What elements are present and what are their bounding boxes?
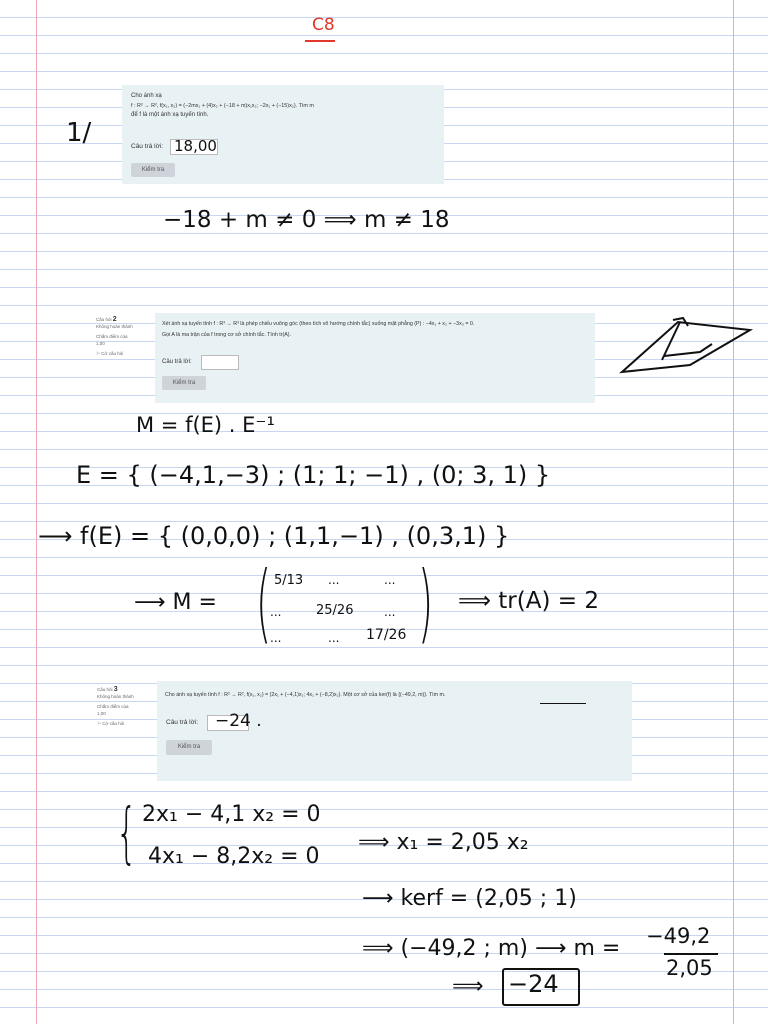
question-2-line-e: E = { (−4,1,−3) ; (1; 1; −1) , (0; 3, 1) }	[76, 461, 551, 489]
question-3-system-eq-1: 2x₁ − 4,1 x₂ = 0	[142, 802, 321, 827]
question-3-side-number: 3	[113, 686, 118, 693]
question-3-fraction	[644, 926, 720, 986]
question-3-final-value: −24	[508, 970, 559, 998]
question-1-prompt: Cho ánh xạ	[131, 93, 162, 99]
question-1-check-button[interactable]: Kiểm tra	[131, 163, 175, 177]
question-2-matrix-prefix: ⟶ M =	[134, 590, 217, 615]
question-2-formula-2: Gọi A là ma trận của f trong cơ sở chính tắc. Tính tr(A).	[162, 332, 292, 338]
question-3-side-label: Câu hỏi	[97, 687, 113, 692]
question-2-side-status: Không hoàn thành	[96, 324, 133, 329]
matrix-entry: ...	[328, 631, 340, 645]
question-2-side-number: 2	[112, 316, 117, 323]
question-3-flag-link[interactable]: ⚐ Cờ câu hỏi	[97, 721, 125, 726]
question-1-formula-tail: để f là một ánh xạ tuyến tính.	[131, 112, 209, 118]
question-2-line-m: M = f(E) . E⁻¹	[136, 413, 275, 437]
question-3-side-status: Không hoàn thành	[97, 694, 134, 699]
matrix-entry: 17/26	[366, 627, 407, 643]
question-3-flag-label: Cờ câu hỏi	[102, 721, 125, 726]
question-3-system-brace: {	[116, 794, 137, 871]
question-3-result-1: ⟹ x₁ = 2,05 x₂	[358, 830, 529, 855]
fraction-bar	[664, 953, 718, 955]
question-1-work: −18 + m ≠ 0 ⟹ m ≠ 18	[163, 207, 450, 233]
question-3-result-2: ⟶ kerf = (2,05 ; 1)	[362, 886, 577, 911]
question-2-side-label: Câu hỏi	[96, 317, 112, 322]
question-1-number-mark: 1/	[66, 118, 92, 148]
question-2-answer-label: Câu trả lời:	[162, 359, 192, 365]
question-3-sidebar	[97, 686, 137, 727]
question-2-line-fe: ⟶ f(E) = { (0,0,0) ; (1,1,−1) , (0,3,1) }	[38, 522, 510, 550]
question-2-check-button[interactable]: Kiểm tra	[162, 376, 206, 390]
question-2-side-score: Chấm điểm của 1,00	[96, 334, 128, 346]
question-3-formula: Cho ánh xạ tuyến tính f : R² → R², f(x₁, x₂) = (2x₁ + (−4,1)x₂; 4x₁ + (−8,2)x₂). Một cơ sở của ker(f) là {(−49,2, m)}. Tìm m.	[165, 692, 446, 698]
matrix-entry: ...	[384, 605, 396, 619]
matrix-entry: 5/13	[274, 573, 304, 588]
question-2-trace-result: ⟹ tr(A) = 2	[458, 588, 599, 614]
question-3-final-arrow: ⟹	[452, 974, 484, 999]
matrix-entry: ...	[328, 573, 340, 587]
question-3-answer-label: Câu trả lời:	[166, 719, 199, 726]
matrix-entry: ...	[384, 573, 396, 587]
question-3-card	[157, 681, 632, 781]
question-1-formula: f : R² → R², f(x₁, x₂) = (−2mx₁ + (4)x₂ + (−18 + m)x₁x₂; −2x₁ + (−15)x₂). Tìm m	[131, 103, 314, 109]
page-mark: C8	[312, 15, 335, 35]
fraction-numerator: −49,2	[646, 924, 711, 948]
question-2-matrix	[256, 553, 436, 653]
question-1-answer-value: 18,00	[174, 137, 217, 155]
question-1-answer-label: Câu trả lời:	[131, 143, 164, 150]
question-3-check-button[interactable]: Kiểm tra	[166, 740, 212, 755]
fraction-denominator: 2,05	[666, 956, 713, 980]
matrix-right-paren: )	[418, 553, 434, 653]
question-3-side-score: Chấm điểm của 1,00	[97, 704, 129, 716]
matrix-entry: ...	[270, 605, 282, 619]
question-3-result-3: ⟹ (−49,2 ; m) ⟶ m =	[362, 936, 621, 961]
matrix-entry: ...	[270, 631, 282, 645]
question-2-formula: Xét ánh xạ tuyến tính f : R³ → R³ là phép chiếu vuông góc (theo tích vô hướng chính tắc) xuống mặt phẳng (P) : −4x₁ + x₂ + −3x₃ = 0.	[162, 321, 475, 327]
matrix-entry: 25/26	[316, 603, 354, 618]
question-2-flag-label: Cờ câu hỏi	[101, 351, 124, 356]
question-3-answer-value: −24 .	[215, 711, 262, 731]
question-3-system-eq-2: 4x₁ − 8,2x₂ = 0	[148, 844, 320, 869]
question-2-flag-link[interactable]: ⚐ Cờ câu hỏi	[96, 351, 124, 356]
matrix-left-paren: (	[256, 553, 272, 653]
question-3-formula-underline	[540, 703, 586, 704]
